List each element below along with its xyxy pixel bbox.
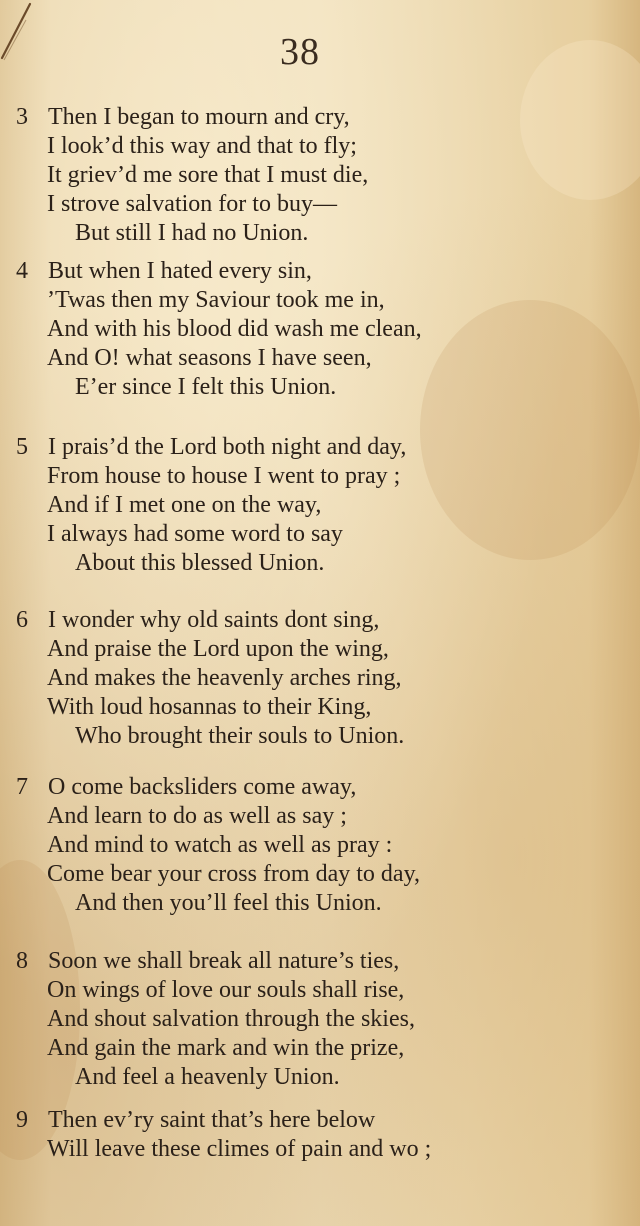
- verse-line: But when I hated every sin,: [48, 258, 312, 284]
- verse-5: [0, 433, 640, 578]
- verse-line: I look’d this way and that to fly;: [47, 133, 357, 159]
- verse-refrain: E’er since I felt this Union.: [75, 374, 337, 400]
- verse-line: And shout salvation through the skies,: [47, 1006, 415, 1032]
- verse-9: [0, 1106, 640, 1164]
- verse-line: ’Twas then my Saviour took me in,: [47, 287, 385, 313]
- verse-line: And with his blood did wash me clean,: [47, 316, 422, 342]
- verse-line: O come backsliders come away,: [48, 774, 357, 800]
- verse-line: And praise the Lord upon the wing,: [47, 636, 389, 662]
- verse-number: 7: [16, 774, 28, 800]
- verse-line: And O! what seasons I have seen,: [47, 345, 372, 371]
- verse-number: 5: [16, 434, 28, 460]
- verse-number: 6: [16, 607, 28, 633]
- verse-line: Soon we shall break all nature’s ties,: [48, 948, 400, 974]
- verse-line: I prais’d the Lord both night and day,: [48, 434, 407, 460]
- verse-line: Come bear your cross from day to day,: [47, 861, 421, 887]
- verse-line: I wonder why old saints dont sing,: [48, 607, 380, 633]
- page-number: 38: [280, 31, 320, 73]
- verse-4: [0, 257, 640, 402]
- verse-line: And mind to watch as well as pray :: [47, 832, 393, 858]
- verse-line: Will leave these climes of pain and wo ;: [47, 1136, 432, 1162]
- verse-line: Then ev’ry saint that’s here below: [48, 1107, 376, 1133]
- verse-line: I always had some word to say: [47, 521, 343, 547]
- verse-line: With loud hosannas to their King,: [47, 694, 372, 720]
- verse-3: [0, 103, 640, 248]
- verse-refrain: About this blessed Union.: [75, 550, 325, 576]
- verse-line: From house to house I went to pray ;: [47, 463, 401, 489]
- verse-refrain: But still I had no Union.: [75, 220, 309, 246]
- verse-8: [0, 947, 640, 1092]
- verse-number: 8: [16, 948, 28, 974]
- verse-refrain: And feel a heavenly Union.: [75, 1064, 340, 1090]
- verse-line: It griev’d me sore that I must die,: [47, 162, 369, 188]
- verse-refrain: And then you’ll feel this Union.: [75, 890, 382, 916]
- verse-line: Then I began to mourn and cry,: [48, 104, 350, 130]
- verse-number: 9: [16, 1107, 28, 1133]
- verse-line: And if I met one on the way,: [47, 492, 322, 518]
- verse-7: [0, 773, 640, 918]
- verse-number: 4: [16, 258, 28, 284]
- verse-refrain: Who brought their souls to Union.: [75, 723, 405, 749]
- verse-6: [0, 606, 640, 751]
- verse-number: 3: [16, 104, 28, 130]
- verse-line: And gain the mark and win the prize,: [47, 1035, 405, 1061]
- verse-line: I strove salvation for to buy—: [47, 191, 337, 217]
- verse-line: On wings of love our souls shall rise,: [47, 977, 405, 1003]
- verse-line: And makes the heavenly arches ring,: [47, 665, 402, 691]
- verse-line: And learn to do as well as say ;: [47, 803, 347, 829]
